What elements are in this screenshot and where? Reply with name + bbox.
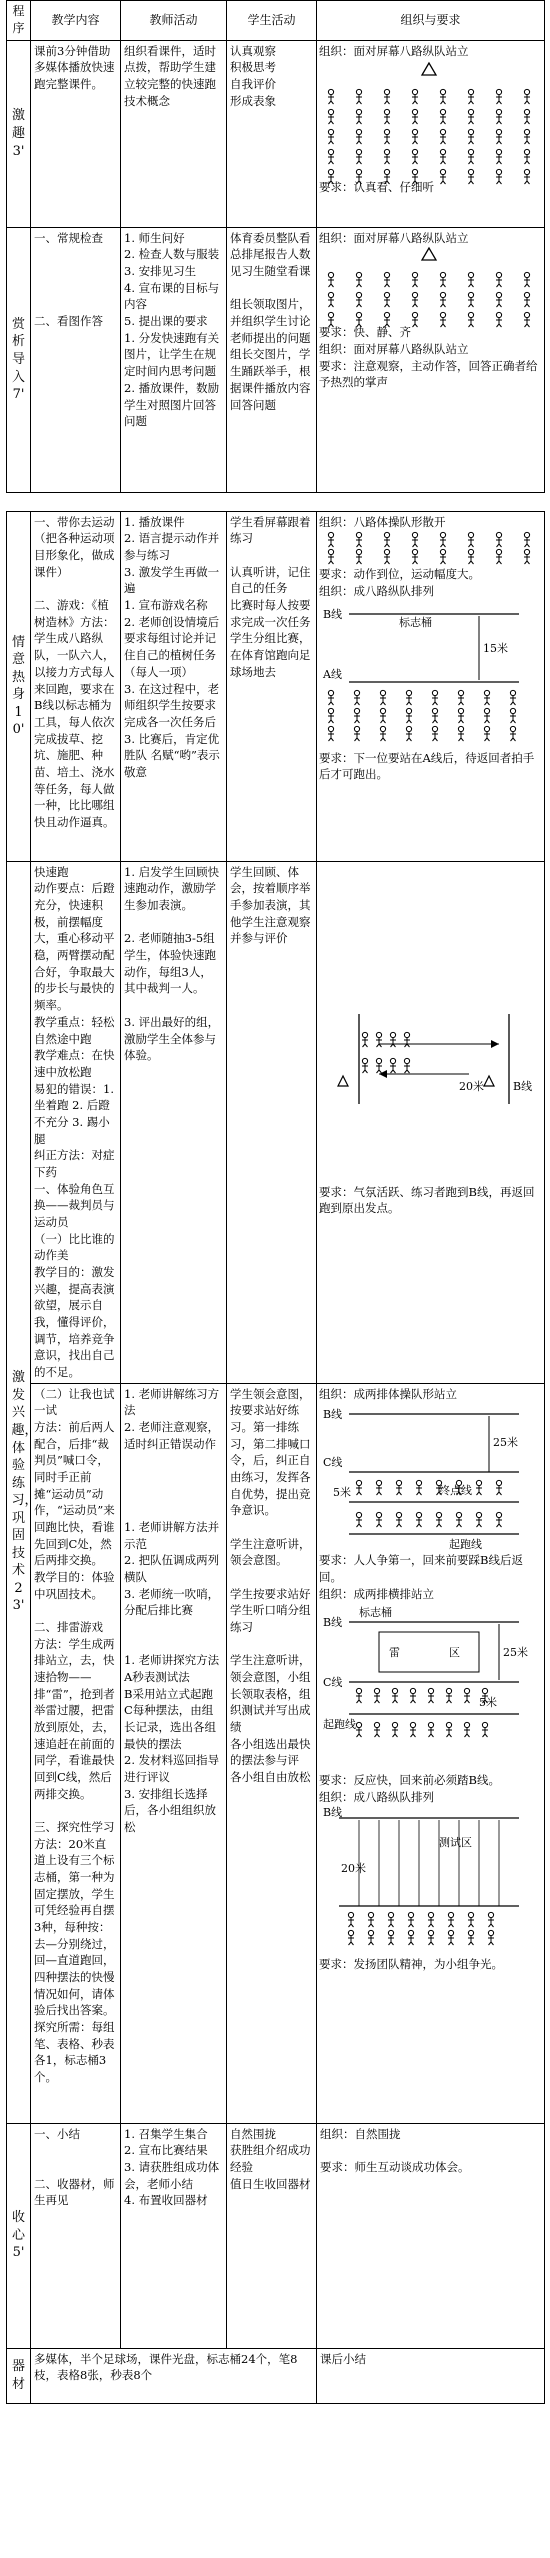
org-text: 组织：面对屏幕八路纵队站立 xyxy=(319,43,469,58)
student-figure-icon xyxy=(376,1032,382,1047)
student-figure-icon xyxy=(354,690,360,705)
student-figure-icon xyxy=(440,293,446,308)
student-figure-icon xyxy=(328,708,334,723)
student-figure-icon xyxy=(384,273,390,288)
formation-diagram xyxy=(319,59,539,179)
student-figure-icon xyxy=(396,1513,402,1528)
org-cell xyxy=(317,511,545,861)
teacher-triangle-icon xyxy=(422,63,436,75)
student-figure-icon xyxy=(468,273,474,288)
org-cell xyxy=(317,861,545,1383)
finish-line-label: 终点线 xyxy=(439,1484,472,1498)
student-figure-icon xyxy=(440,150,446,165)
student-figure-icon xyxy=(416,1481,422,1496)
test-area-diagram xyxy=(319,1806,539,1956)
student-figure-icon xyxy=(524,90,530,105)
teacher-cell: 1. 播放课件 2. 语言提示动作并参与练习 3. 激发学生再做一遍 1. 宣布游戏名称 2. 老师创设情境后要求每组讨论并记住自己的植树任务（每人一项） 3. 在这过程中，老师组织学生按要求完成各一次任务后 3. 比赛后，肯定优胜队 名赋“哟”表示敬意 xyxy=(121,511,227,861)
student-figure-icon xyxy=(488,1930,494,1945)
table-row xyxy=(7,40,545,227)
spacer xyxy=(7,492,545,511)
student-figure-icon xyxy=(356,533,362,548)
content-cell: （二）让我也试一试 方法：前后两人配合，后排“裁判员”喊口令，同时手正前摊“运动员”动作，“运动员”来回跑比快，看谁先回到C处，然后两排交换。 教学目的：体验中巩固技术。 二、排雷游戏 方法：学生成两排站立，去，快速拾物——排“雷”，抢到者举雷过腰，把雷放到原处，去，速追赶在前面的同学，看谁最快回到C线，然后两排交换。 三、探究性学习 方法：20米直道上设有三个标志桶，第一种为固定摆放，学生可凭经验再自摆3种，每种按：去—分别绕过，回—直道跑回，四种摆法的快慢情况如何，请体验后找出答案。 探究所需：每组笔、表格、秒表各1，标志桶3个。 xyxy=(31,1383,121,2123)
student-figure-icon xyxy=(440,110,446,125)
mine-label: 雷 xyxy=(389,1646,400,1660)
distance-label: 5米 xyxy=(479,1696,497,1710)
student-figure-icon xyxy=(328,110,334,125)
table-row xyxy=(7,2348,545,2403)
area-label: 区 xyxy=(449,1646,460,1660)
content-cell: 课前3分钟借助多媒体播放快速跑完整课件。 xyxy=(31,40,121,227)
student-figure-icon xyxy=(448,1912,454,1927)
teacher-cell: 1. 老师讲解练习方法 2. 老师注意观察，适时纠正错误动作 1. 老师讲解方法并示范 2. 把队伍调成两列横队 3. 老师统一吹哨，分配后排比赛 1. 老师讲探究方法 A秒表测试法 B采用站立式起跑 C每种摆法，由组长记录，选出各组最快的摆法 2. 发材料巡回指导进行评议 3. 安排组长选择后，各小组组织放松 xyxy=(121,1383,227,2123)
student-figure-icon xyxy=(376,1481,382,1496)
student-figure-icon xyxy=(448,1930,454,1945)
student-figure-icon xyxy=(412,130,418,145)
org-mid: 要求：快、静、齐 xyxy=(319,325,411,340)
student-figure-icon xyxy=(496,550,502,565)
teacher-triangle-icon xyxy=(422,248,436,260)
student-figure-icon xyxy=(404,1058,410,1073)
student-figure-icon xyxy=(468,293,474,308)
org-cell: 组织：自然围拢 要求：师生互动谈成功体会。 xyxy=(317,2123,545,2348)
header-row xyxy=(7,1,545,41)
student-figure-icon xyxy=(484,726,490,741)
student-figure-icon xyxy=(384,550,390,565)
student-figure-icon xyxy=(524,293,530,308)
student-figure-icon xyxy=(384,533,390,548)
student-figure-icon xyxy=(348,1912,354,1927)
table-row xyxy=(7,227,545,492)
student-figure-icon xyxy=(476,1513,482,1528)
student-figure-icon xyxy=(368,1912,374,1927)
student-cell: 学生领会意图，按要求站好练习。第一排练习，第二排喊口令，后，纠正自由练习，发挥各自优势，提出竞争意识。 学生注意听讲，领会意图。 学生按要求站好 学生听口哨分组练习 学生注意听讲，领会意图，小组长领取表格，组织测试并写出成绩 各小组选出最快的摆法参与评 各小组自由放松 xyxy=(227,1383,317,2123)
student-figure-icon xyxy=(468,150,474,165)
student-figure-icon xyxy=(524,130,530,145)
student-figure-icon xyxy=(458,726,464,741)
student-figure-icon xyxy=(428,1912,434,1927)
content-cell: 一、带你去运动（把各种运动项目形象化，做成课件） 二、游戏：《植树造林》方法：学生成八路纵队，一队六人，以接力方式每人来回跑，要求在B线以标志桶为工具，每人依次完成拔草、挖坑、施肥、种苗、培土、浇水等任务，每人做一种，比比哪组快且动作逼真。 xyxy=(31,511,121,861)
phase-cell: 激趣3' xyxy=(7,40,31,227)
bucket-label: 标志桶 xyxy=(359,1606,392,1620)
student-figure-icon xyxy=(376,1058,382,1073)
student-figure-icon xyxy=(410,1689,416,1704)
student-figure-icon xyxy=(510,690,516,705)
student-figure-icon xyxy=(328,273,334,288)
org-mid: 要求：反应快，回来前必须踏B线。 xyxy=(319,1773,500,1788)
student-figure-icon xyxy=(476,1481,482,1496)
student-figure-icon xyxy=(524,150,530,165)
student-figure-icon xyxy=(510,708,516,723)
bucket-label: 标志桶 xyxy=(399,615,432,629)
student-figure-icon xyxy=(496,90,502,105)
student-figure-icon xyxy=(468,1930,474,1945)
student-figure-icon xyxy=(328,726,334,741)
student-figure-icon xyxy=(362,1058,368,1073)
student-figure-icon xyxy=(384,130,390,145)
start-line-label: 起跑线 xyxy=(323,1718,356,1732)
student-figure-icon xyxy=(468,90,474,105)
student-figure-icon xyxy=(440,130,446,145)
org-footer: 组织：面对屏幕八路纵队站立 要求：注意观察，主动作答，回答正确者给予热烈的掌声 xyxy=(319,342,538,390)
org-cell xyxy=(317,40,545,227)
student-figure-icon xyxy=(496,533,502,548)
student-figure-icon xyxy=(408,1930,414,1945)
student-figure-icon xyxy=(468,130,474,145)
org-footer: 要求：下一位要站在A线后，待返回者拍手后才可跑出。 xyxy=(319,750,535,782)
student-figure-icon xyxy=(356,293,362,308)
student-figure-icon xyxy=(380,708,386,723)
student-figure-icon xyxy=(524,110,530,125)
student-figure-icon xyxy=(464,1689,470,1704)
line-c-label: C线 xyxy=(323,1676,343,1690)
student-figure-icon xyxy=(440,550,446,565)
student-figure-icon xyxy=(384,293,390,308)
student-figure-icon xyxy=(406,690,412,705)
line-b-label: B线 xyxy=(323,1408,343,1422)
student-cell: 认真观察 积极思考 自我评价 形成表象 xyxy=(227,40,317,227)
student-figure-icon xyxy=(482,1723,488,1738)
student-figure-icon xyxy=(496,110,502,125)
student-figure-icon xyxy=(416,1513,422,1528)
student-figure-icon xyxy=(484,708,490,723)
header-cell: 教学内容 xyxy=(31,1,121,41)
org-top: 组织：八路体操队形散开 xyxy=(319,514,446,529)
student-figure-icon xyxy=(328,533,334,548)
distance-label: 20米 xyxy=(459,1079,484,1093)
student-figure-icon xyxy=(468,550,474,565)
student-figure-icon xyxy=(412,533,418,548)
header-cell: 组织与要求 xyxy=(317,1,545,41)
org-mid: 组织：成八路纵队排列 xyxy=(319,1789,434,1804)
student-cell: 体育委员整队看总排尾报告人数 见习生随堂看课 组长领取图片，并组织学生讨论老师提出的问题 组长交图片，学生踊跃举手，根据课件播放内容回答问题 xyxy=(227,227,317,492)
student-figure-icon xyxy=(374,1689,380,1704)
student-figure-icon xyxy=(468,110,474,125)
formation-diagram xyxy=(319,530,539,566)
header-cell: 学生活动 xyxy=(227,1,317,41)
student-figure-icon xyxy=(510,726,516,741)
student-figure-icon xyxy=(356,130,362,145)
student-figure-icon xyxy=(412,150,418,165)
student-figure-icon xyxy=(412,90,418,105)
table-row xyxy=(7,861,545,1383)
student-figure-icon xyxy=(496,130,502,145)
student-figure-icon xyxy=(412,293,418,308)
student-figure-icon xyxy=(496,150,502,165)
student-figure-icon xyxy=(428,1930,434,1945)
student-figure-icon xyxy=(458,708,464,723)
student-figure-icon xyxy=(356,273,362,288)
student-figure-icon xyxy=(388,1930,394,1945)
student-figure-icon xyxy=(428,1689,434,1704)
student-figure-icon xyxy=(428,1723,434,1738)
org-cell xyxy=(317,1383,545,2123)
student-figure-icon xyxy=(440,90,446,105)
distance-label: 20米 xyxy=(341,1861,366,1875)
org-top: 组织：成两排体操队形站立 xyxy=(319,1386,457,1401)
judge-triangle-icon xyxy=(484,1076,494,1086)
student-figure-icon xyxy=(328,130,334,145)
teacher-cell: 1. 启发学生回顾快速跑动作，激励学生参加表演。 2. 老师随抽3-5组学生，体验快速跑动作，每组3人，其中裁判一人。 3. 评出最好的组，激励学生全体参与体验。 xyxy=(121,861,227,1383)
org-mid: 要求：动作到位，运动幅度大。 组织：成八路纵队排列 xyxy=(319,567,480,599)
phase-cell: 赏析导入7' xyxy=(7,227,31,492)
student-figure-icon xyxy=(356,1723,362,1738)
table-row xyxy=(7,2123,545,2348)
student-figure-icon xyxy=(380,690,386,705)
student-figure-icon xyxy=(468,533,474,548)
line-a-label: A线 xyxy=(323,667,342,681)
student-figure-icon xyxy=(496,273,502,288)
summary-cell: 课后小结 xyxy=(317,2348,545,2403)
student-figure-icon xyxy=(368,1930,374,1945)
start-line-label: 起跑线 xyxy=(449,1538,482,1552)
line-b-label: B线 xyxy=(323,607,343,621)
student-figure-icon xyxy=(328,90,334,105)
student-figure-icon xyxy=(392,1689,398,1704)
student-figure-icon xyxy=(356,1513,362,1528)
student-figure-icon xyxy=(408,1912,414,1927)
distance-label: 15米 xyxy=(483,641,508,655)
header-cell: 程序 xyxy=(7,1,31,41)
teacher-cell: 1. 师生问好 2. 检查人数与服装 3. 安排见习生 4. 宣布课的目标与内容 5. 提出课的要求 1. 分发快速跑有关图片，让学生在规定时间内思考问题 2. 播放课件，数励学生对照图片回答问题 xyxy=(121,227,227,492)
org-cell xyxy=(317,227,545,492)
table-row xyxy=(7,511,545,861)
student-figure-icon xyxy=(328,293,334,308)
student-figure-icon xyxy=(348,1930,354,1945)
pair-run-diagram xyxy=(319,1402,539,1552)
org-text: 组织：面对屏幕八路纵队站立 xyxy=(319,230,469,245)
phase-cell: 情意热身10' xyxy=(7,511,31,861)
phase-cell: 收心5' xyxy=(7,2123,31,2348)
student-figure-icon xyxy=(464,1723,470,1738)
content-cell: 快速跑 动作要点：后蹬充分，快速积极，前摆幅度大，重心移动平稳，两臂摆动配合好，争取最大的步长与最快的频率。 教学重点：轻松自然途中跑 教学难点：在快速中放松跑 易犯的错误：1. 坐着跑 2. 后蹬不充分 3. 踢小腿 纠正方法：对症下药 一、体验角色互换——裁判员与运动员 （一）比比谁的动作美 教学目的：激发兴趣，提高表演欲望，展示自我，懂得评价，调节，培养竞争意识，找出自己的不足。 xyxy=(31,861,121,1383)
student-figure-icon xyxy=(384,90,390,105)
student-figure-icon xyxy=(410,1723,416,1738)
student-cell: 学生看屏幕跟着练习 认真听讲，记住自己的任务 比赛时每人按要求完成一次任务 学生分组比赛，在体育馆跑向足球场地去 xyxy=(227,511,317,861)
student-figure-icon xyxy=(468,1912,474,1927)
header-cell: 教师活动 xyxy=(121,1,227,41)
org-footer: 要求：认真看、仔细听 xyxy=(319,180,434,195)
student-figure-icon xyxy=(412,550,418,565)
student-figure-icon xyxy=(436,1513,442,1528)
student-figure-icon xyxy=(432,708,438,723)
student-figure-icon xyxy=(356,90,362,105)
student-figure-icon xyxy=(356,1689,362,1704)
line-c-label: C线 xyxy=(323,1456,343,1470)
student-figure-icon xyxy=(356,1481,362,1496)
student-figure-icon xyxy=(328,690,334,705)
teacher-triangle-icon xyxy=(338,1076,348,1086)
distance-label: 25米 xyxy=(503,1646,528,1660)
equipment-cell: 多媒体，半个足球场，课件光盘，标志桶24个，笔8枝，表格8张，秒表8个 xyxy=(31,2348,317,2403)
student-figure-icon xyxy=(374,1723,380,1738)
student-figure-icon xyxy=(484,690,490,705)
lesson-plan-table xyxy=(6,0,545,2404)
race-diagram xyxy=(319,864,539,1184)
org-mid: 要求：人人争第一，回来前要踩B线后返回。 组织：成两排横排站立 xyxy=(319,1553,523,1601)
student-figure-icon xyxy=(488,1912,494,1927)
student-figure-icon xyxy=(376,1513,382,1528)
student-figure-icon xyxy=(354,708,360,723)
student-figure-icon xyxy=(432,726,438,741)
student-figure-icon xyxy=(524,550,530,565)
student-figure-icon xyxy=(432,690,438,705)
student-figure-icon xyxy=(496,293,502,308)
student-figure-icon xyxy=(440,273,446,288)
student-figure-icon xyxy=(524,533,530,548)
distance-label: 25米 xyxy=(493,1436,518,1450)
student-cell: 学生回顾、体会，按着顺序举手参加表演，其他学生注意观察并参与评价 xyxy=(227,861,317,1383)
student-figure-icon xyxy=(406,726,412,741)
student-figure-icon xyxy=(356,550,362,565)
distance-label: 5米 xyxy=(333,1486,351,1500)
student-figure-icon xyxy=(354,726,360,741)
content-cell: 一、常规检查 二、看图作答 xyxy=(31,227,121,492)
student-figure-icon xyxy=(496,1481,502,1496)
org-footer: 要求：发扬团队精神，为小组争光。 xyxy=(319,1956,503,1971)
student-cell: 自然围拢 获胜组介绍成功经验 值日生收回器材 xyxy=(227,2123,317,2348)
student-figure-icon xyxy=(458,690,464,705)
student-figure-icon xyxy=(440,533,446,548)
student-figure-icon xyxy=(404,1032,410,1047)
student-figure-icon xyxy=(390,1032,396,1047)
student-figure-icon xyxy=(406,708,412,723)
student-figure-icon xyxy=(446,1723,452,1738)
student-figure-icon xyxy=(524,273,530,288)
table-row xyxy=(7,1383,545,2123)
student-figure-icon xyxy=(384,110,390,125)
content-cell: 一、小结 二、收器材，师生再见 xyxy=(31,2123,121,2348)
student-figure-icon xyxy=(328,550,334,565)
student-figure-icon xyxy=(496,1513,502,1528)
org-footer: 要求：气氛活跃、练习者跑到B线，再返回跑到原出发点。 xyxy=(319,1184,535,1216)
phase-cell: 激发兴趣，体验练习，巩固技术23' xyxy=(7,861,31,2123)
student-figure-icon xyxy=(384,150,390,165)
student-figure-icon xyxy=(356,110,362,125)
student-figure-icon xyxy=(356,150,362,165)
line-b-label: B线 xyxy=(323,1805,343,1819)
student-figure-icon xyxy=(412,273,418,288)
line-b-label: B线 xyxy=(323,1616,343,1630)
mine-game-diagram xyxy=(319,1602,539,1772)
test-area-label: 测试区 xyxy=(439,1835,472,1849)
student-figure-icon xyxy=(328,150,334,165)
phase-cell: 器材 xyxy=(7,2348,31,2403)
line-b-label: B线 xyxy=(513,1079,533,1093)
student-figure-icon xyxy=(388,1912,394,1927)
relay-diagram xyxy=(319,600,539,750)
student-figure-icon xyxy=(392,1723,398,1738)
student-figure-icon xyxy=(390,1058,396,1073)
student-figure-icon xyxy=(456,1513,462,1528)
teacher-cell: 组织看课件，适时点拨，帮助学生建立较完整的快速跑技术概念 xyxy=(121,40,227,227)
student-figure-icon xyxy=(396,1481,402,1496)
student-figure-icon xyxy=(362,1032,368,1047)
student-figure-icon xyxy=(446,1689,452,1704)
teacher-cell: 1. 召集学生集合 2. 宣布比赛结果 3. 请获胜组成功体会，老师小结 4. 布置收回器材 xyxy=(121,2123,227,2348)
student-figure-icon xyxy=(412,110,418,125)
student-figure-icon xyxy=(380,726,386,741)
formation-diagram xyxy=(319,246,539,324)
